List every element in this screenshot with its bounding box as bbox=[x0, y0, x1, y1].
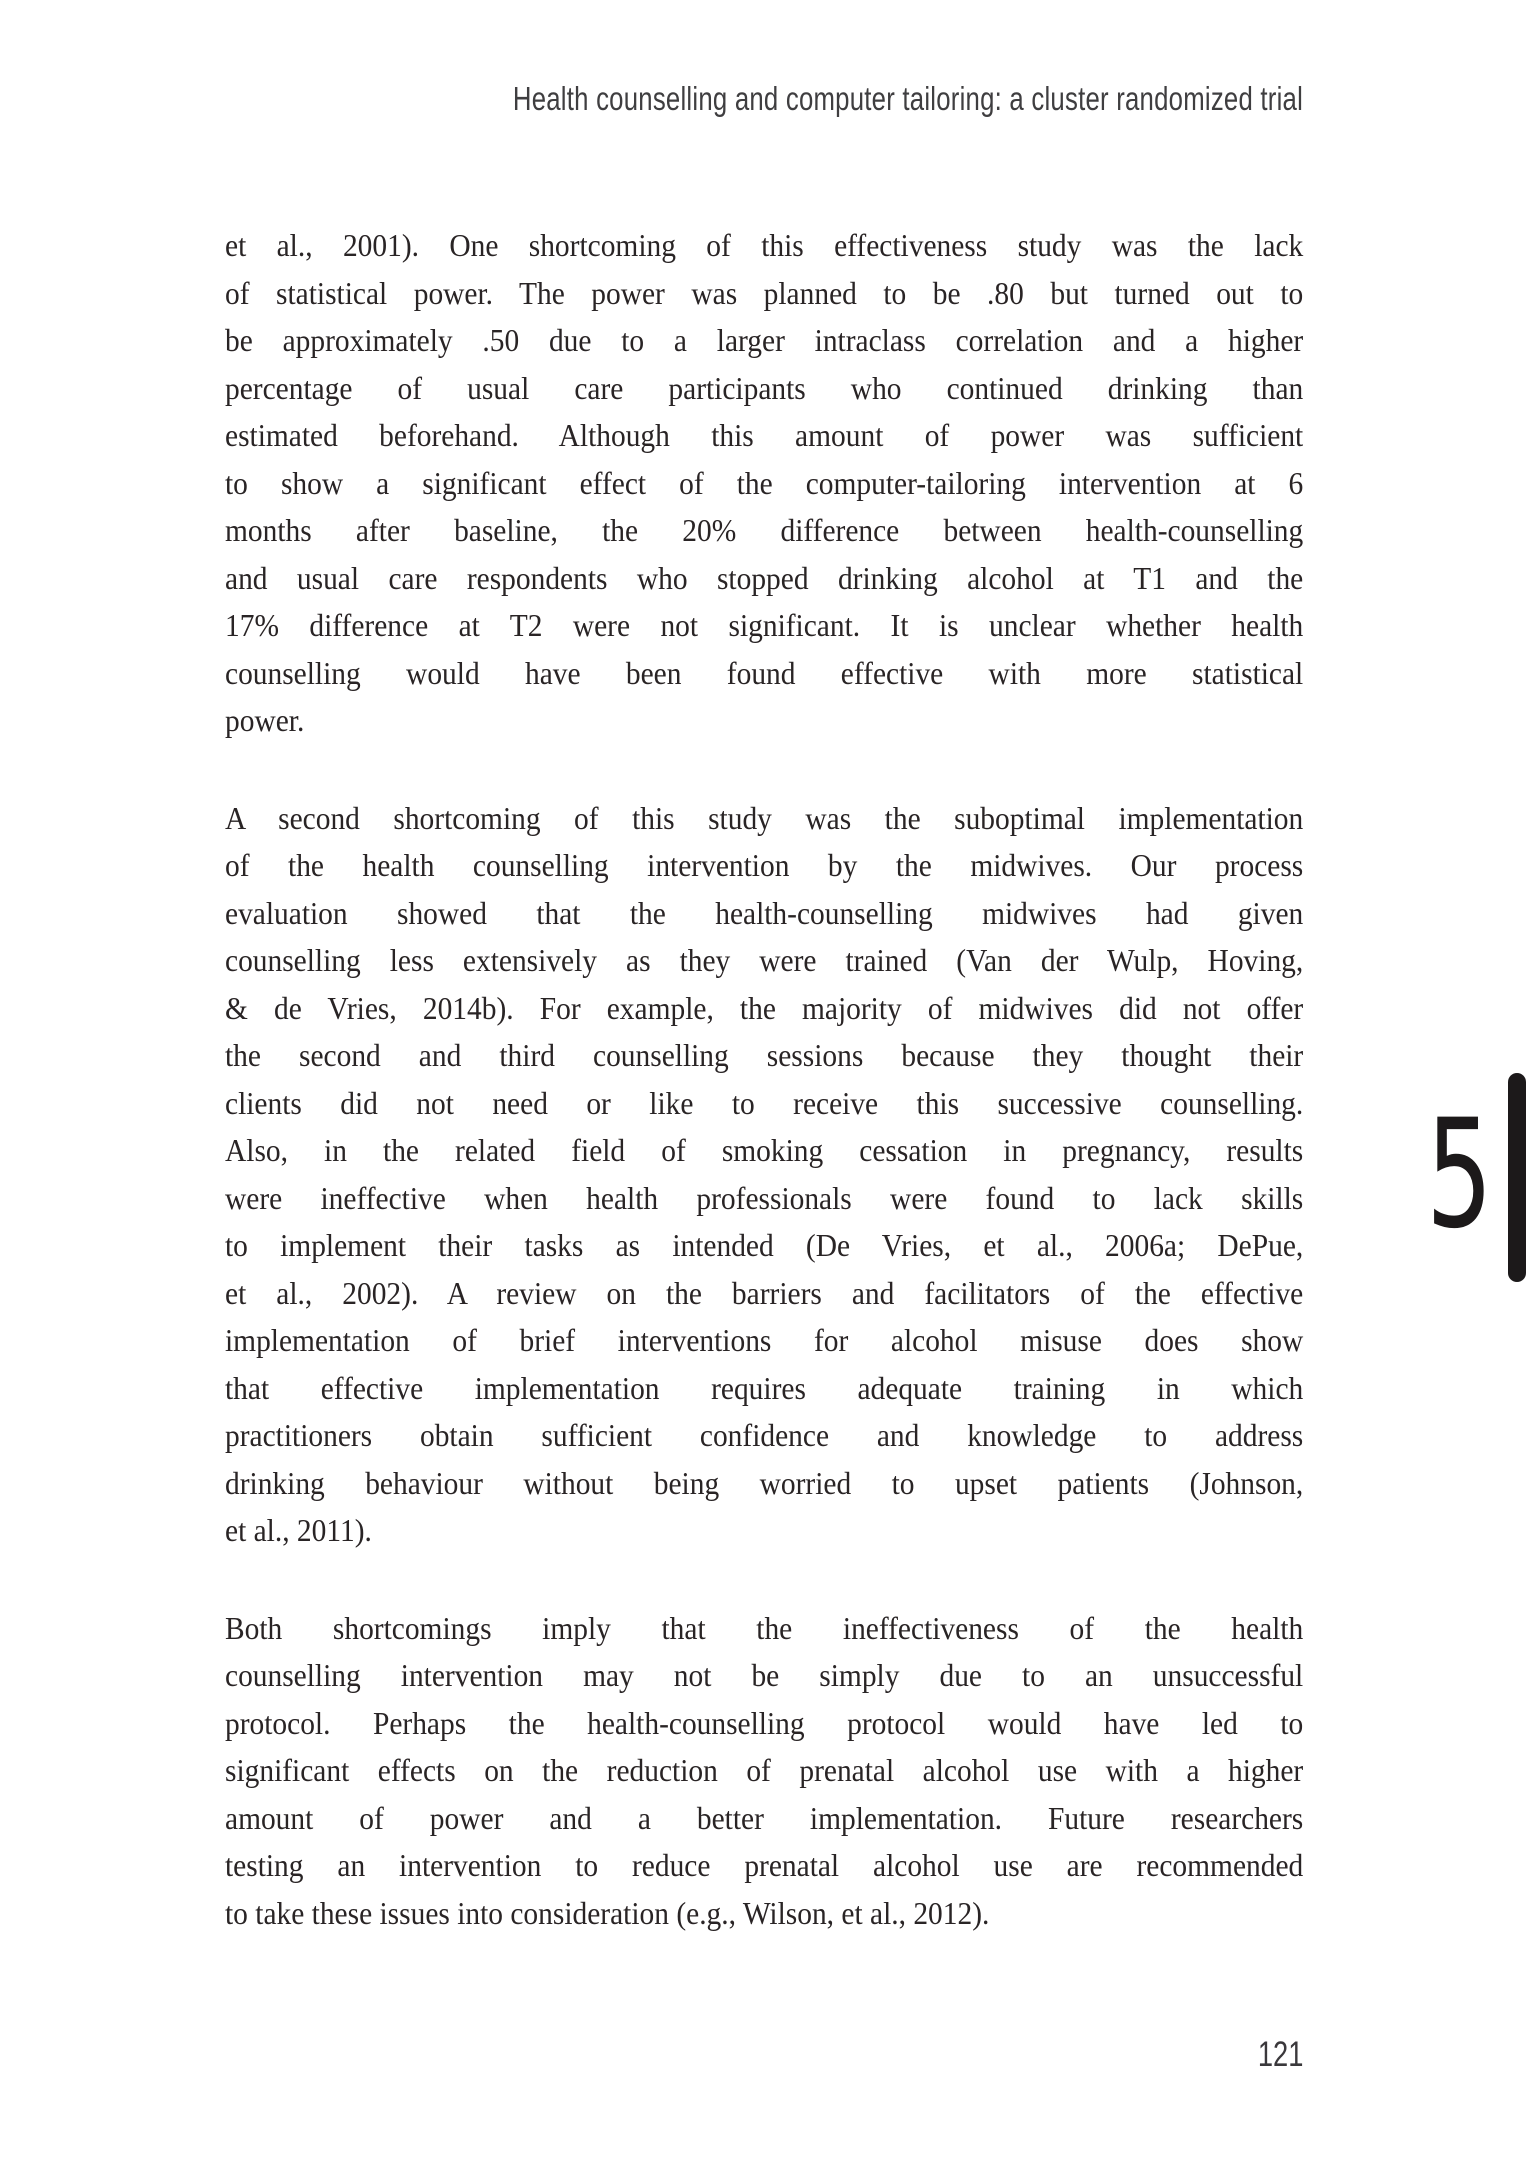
text-line: practitioners obtain sufficient confidence and knowledge to address bbox=[225, 1417, 1304, 1453]
text-line: months after baseline, the 20% difference between health-counselling bbox=[225, 512, 1304, 548]
chapter-number: 5 bbox=[1426, 1088, 1493, 1262]
text-line: 17% difference at T2 were not significant. It is unclear whether health bbox=[225, 607, 1304, 643]
text-line: were ineffective when health professionals were found to lack skills bbox=[225, 1179, 1304, 1216]
text-line: and usual care respondents who stopped drinking alcohol at T1 and the bbox=[225, 559, 1304, 596]
text-line: estimated beforehand. Although this amount of power was sufficient bbox=[225, 417, 1304, 453]
text-line: the second and third counselling sessions because they thought their bbox=[225, 1037, 1304, 1073]
text-line: et al., 2002). A review on the barriers and facilitators of the effective bbox=[225, 1274, 1304, 1311]
text-line: to implement their tasks as intended (De Vries, et al., 2006a; DePue, bbox=[225, 1227, 1304, 1263]
text-line: to take these issues into consideration (e.g., Wilson, et al., 2012). bbox=[225, 1894, 990, 1931]
text-line: significant effects on the reduction of prenatal alcohol use with a higher bbox=[225, 1752, 1304, 1788]
text-line: of the health counselling intervention by the midwives. Our process bbox=[225, 847, 1304, 883]
text-line: drinking behaviour without being worried to upset patients (Johnson, bbox=[225, 1464, 1304, 1501]
chapter-tab-bar bbox=[1508, 1073, 1526, 1282]
text-line: that effective implementation requires adequate training in which bbox=[225, 1369, 1304, 1406]
text-line: of statistical power. The power was planned to be .80 but turned out to bbox=[225, 274, 1304, 311]
text-line: clients did not need or like to receive this successive counselling. bbox=[225, 1084, 1304, 1121]
paragraph bbox=[225, 1605, 1303, 1938]
body-text bbox=[225, 222, 1303, 1937]
text-line: implementation of brief interventions for alcohol misuse does show bbox=[225, 1322, 1304, 1358]
text-line: amount of power and a better implementation. Future researchers bbox=[225, 1799, 1304, 1836]
text-line: percentage of usual care participants who continued drinking than bbox=[225, 369, 1304, 406]
text-line: protocol. Perhaps the health-counselling protocol would have led to bbox=[225, 1704, 1304, 1741]
text-line: Also, in the related field of smoking cessation in pregnancy, results bbox=[225, 1132, 1304, 1168]
text-line: counselling less extensively as they were trained (Van der Wulp, Hoving, bbox=[225, 942, 1304, 978]
text-line: counselling intervention may not be simply due to an unsuccessful bbox=[225, 1657, 1304, 1693]
text-line: power. bbox=[225, 702, 305, 738]
text-line: A second shortcoming of this study was the suboptimal implementation bbox=[225, 799, 1304, 836]
text-line: et al., 2001). One shortcoming of this effectiveness study was the lack bbox=[225, 227, 1304, 263]
text-line: to show a significant effect of the computer-tailoring intervention at 6 bbox=[225, 464, 1304, 501]
text-line: evaluation showed that the health-counselling midwives had given bbox=[225, 894, 1304, 931]
text-line: et al., 2011). bbox=[225, 1512, 372, 1548]
paragraph bbox=[225, 222, 1303, 745]
paragraph bbox=[225, 795, 1303, 1555]
text-line: be approximately .50 due to a larger intraclass correlation and a higher bbox=[225, 322, 1304, 358]
text-line: & de Vries, 2014b). For example, the majority of midwives did not offer bbox=[225, 989, 1304, 1026]
text-line: Both shortcomings imply that the ineffectiveness of the health bbox=[225, 1609, 1304, 1646]
text-line: counselling would have been found effective with more statistical bbox=[225, 654, 1304, 691]
text-line: testing an intervention to reduce prenatal alcohol use are recommended bbox=[225, 1847, 1304, 1883]
page-number: 121 bbox=[1257, 2035, 1303, 2074]
running-header: Health counselling and computer tailoring: a cluster randomized trial bbox=[512, 80, 1303, 117]
